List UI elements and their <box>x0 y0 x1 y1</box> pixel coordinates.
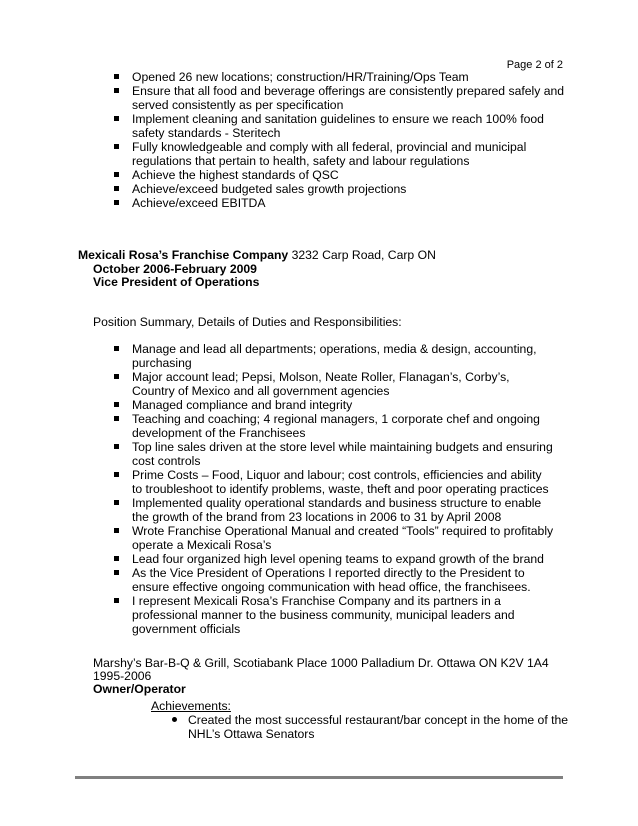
list-item: Major account lead; Pepsi, Molson, Neate Roller, Flanagan’s, Corby’s, Country of Mexico and all government agencies <box>114 370 554 398</box>
list-item: Ensure that all food and beverage offerings are consistently prepared safely and served consistently as per specification <box>114 84 574 112</box>
job1-company: Mexicali Rosa’s Franchise Company <box>78 248 289 262</box>
list-item: Top line sales driven at the store level while maintaining budgets and ensuring cost controls <box>114 440 554 468</box>
list-item: Teaching and coaching; 4 regional managers, 1 corporate chef and ongoing development of the Franchisees <box>114 412 554 440</box>
job1-dates: October 2006-February 2009 <box>93 262 257 276</box>
list-item: Manage and lead all departments; operations, media & design, accounting, purchasing <box>114 342 554 370</box>
list-item: Achieve the highest standards of QSC <box>114 168 574 182</box>
achievements-label: Achievements: <box>151 699 231 713</box>
list-item: As the Vice President of Operations I reported directly to the President to ensure effective ongoing communication with head office, the franchisees. <box>114 566 554 594</box>
list-item: Implement cleaning and sanitation guidelines to ensure we reach 100% food safety standards - Steritech <box>114 112 574 140</box>
list-item: Managed compliance and brand integrity <box>114 398 554 412</box>
list-item: Prime Costs – Food, Liquor and labour; cost controls, efficiencies and ability to troubleshoot to identify problems, waste, theft and poor operating practices <box>114 468 554 496</box>
list-item: Fully knowledgeable and comply with all federal, provincial and municipal regulations that pertain to health, safety and labour regulations <box>114 140 574 168</box>
footer-rule <box>75 776 563 779</box>
achievements-list <box>170 713 570 741</box>
list-item: Implemented quality operational standards and business structure to enable the growth of the brand from 23 locations in 2006 to 31 by April 2008 <box>114 496 554 524</box>
job2-dates: 1995-2006 <box>93 669 152 683</box>
list-item: Lead four organized high level opening teams to expand growth of the brand <box>114 552 554 566</box>
list-item: Achieve/exceed budgeted sales growth projections <box>114 182 574 196</box>
job2-title: Owner/Operator <box>93 682 186 696</box>
page-number: Page 2 of 2 <box>506 59 563 71</box>
list-item: Created the most successful restaurant/bar concept in the home of the NHL’s Ottawa Senators <box>170 713 570 741</box>
job1-title: Vice President of Operations <box>93 275 260 289</box>
previous-role-bullet-list <box>114 70 574 210</box>
job1-heading <box>78 248 436 262</box>
job1-bullet-list <box>114 342 554 636</box>
list-item: Achieve/exceed EBITDA <box>114 196 574 210</box>
job2-company-line: Marshy’s Bar-B-Q & Grill, Scotiabank Place 1000 Palladium Dr. Ottawa ON K2V 1A4 <box>93 656 549 670</box>
list-item: I represent Mexicali Rosa’s Franchise Company and its partners in a professional manner to the business community, municipal leaders and government officials <box>114 594 554 636</box>
list-item: Wrote Franchise Operational Manual and created “Tools” required to profitably operate a Mexicali Rosa’s <box>114 524 554 552</box>
job1-summary-label: Position Summary, Details of Duties and Responsibilities: <box>93 315 402 329</box>
list-item: Opened 26 new locations; construction/HR/Training/Ops Team <box>114 70 574 84</box>
job1-address: 3232 Carp Road, Carp ON <box>288 248 436 262</box>
